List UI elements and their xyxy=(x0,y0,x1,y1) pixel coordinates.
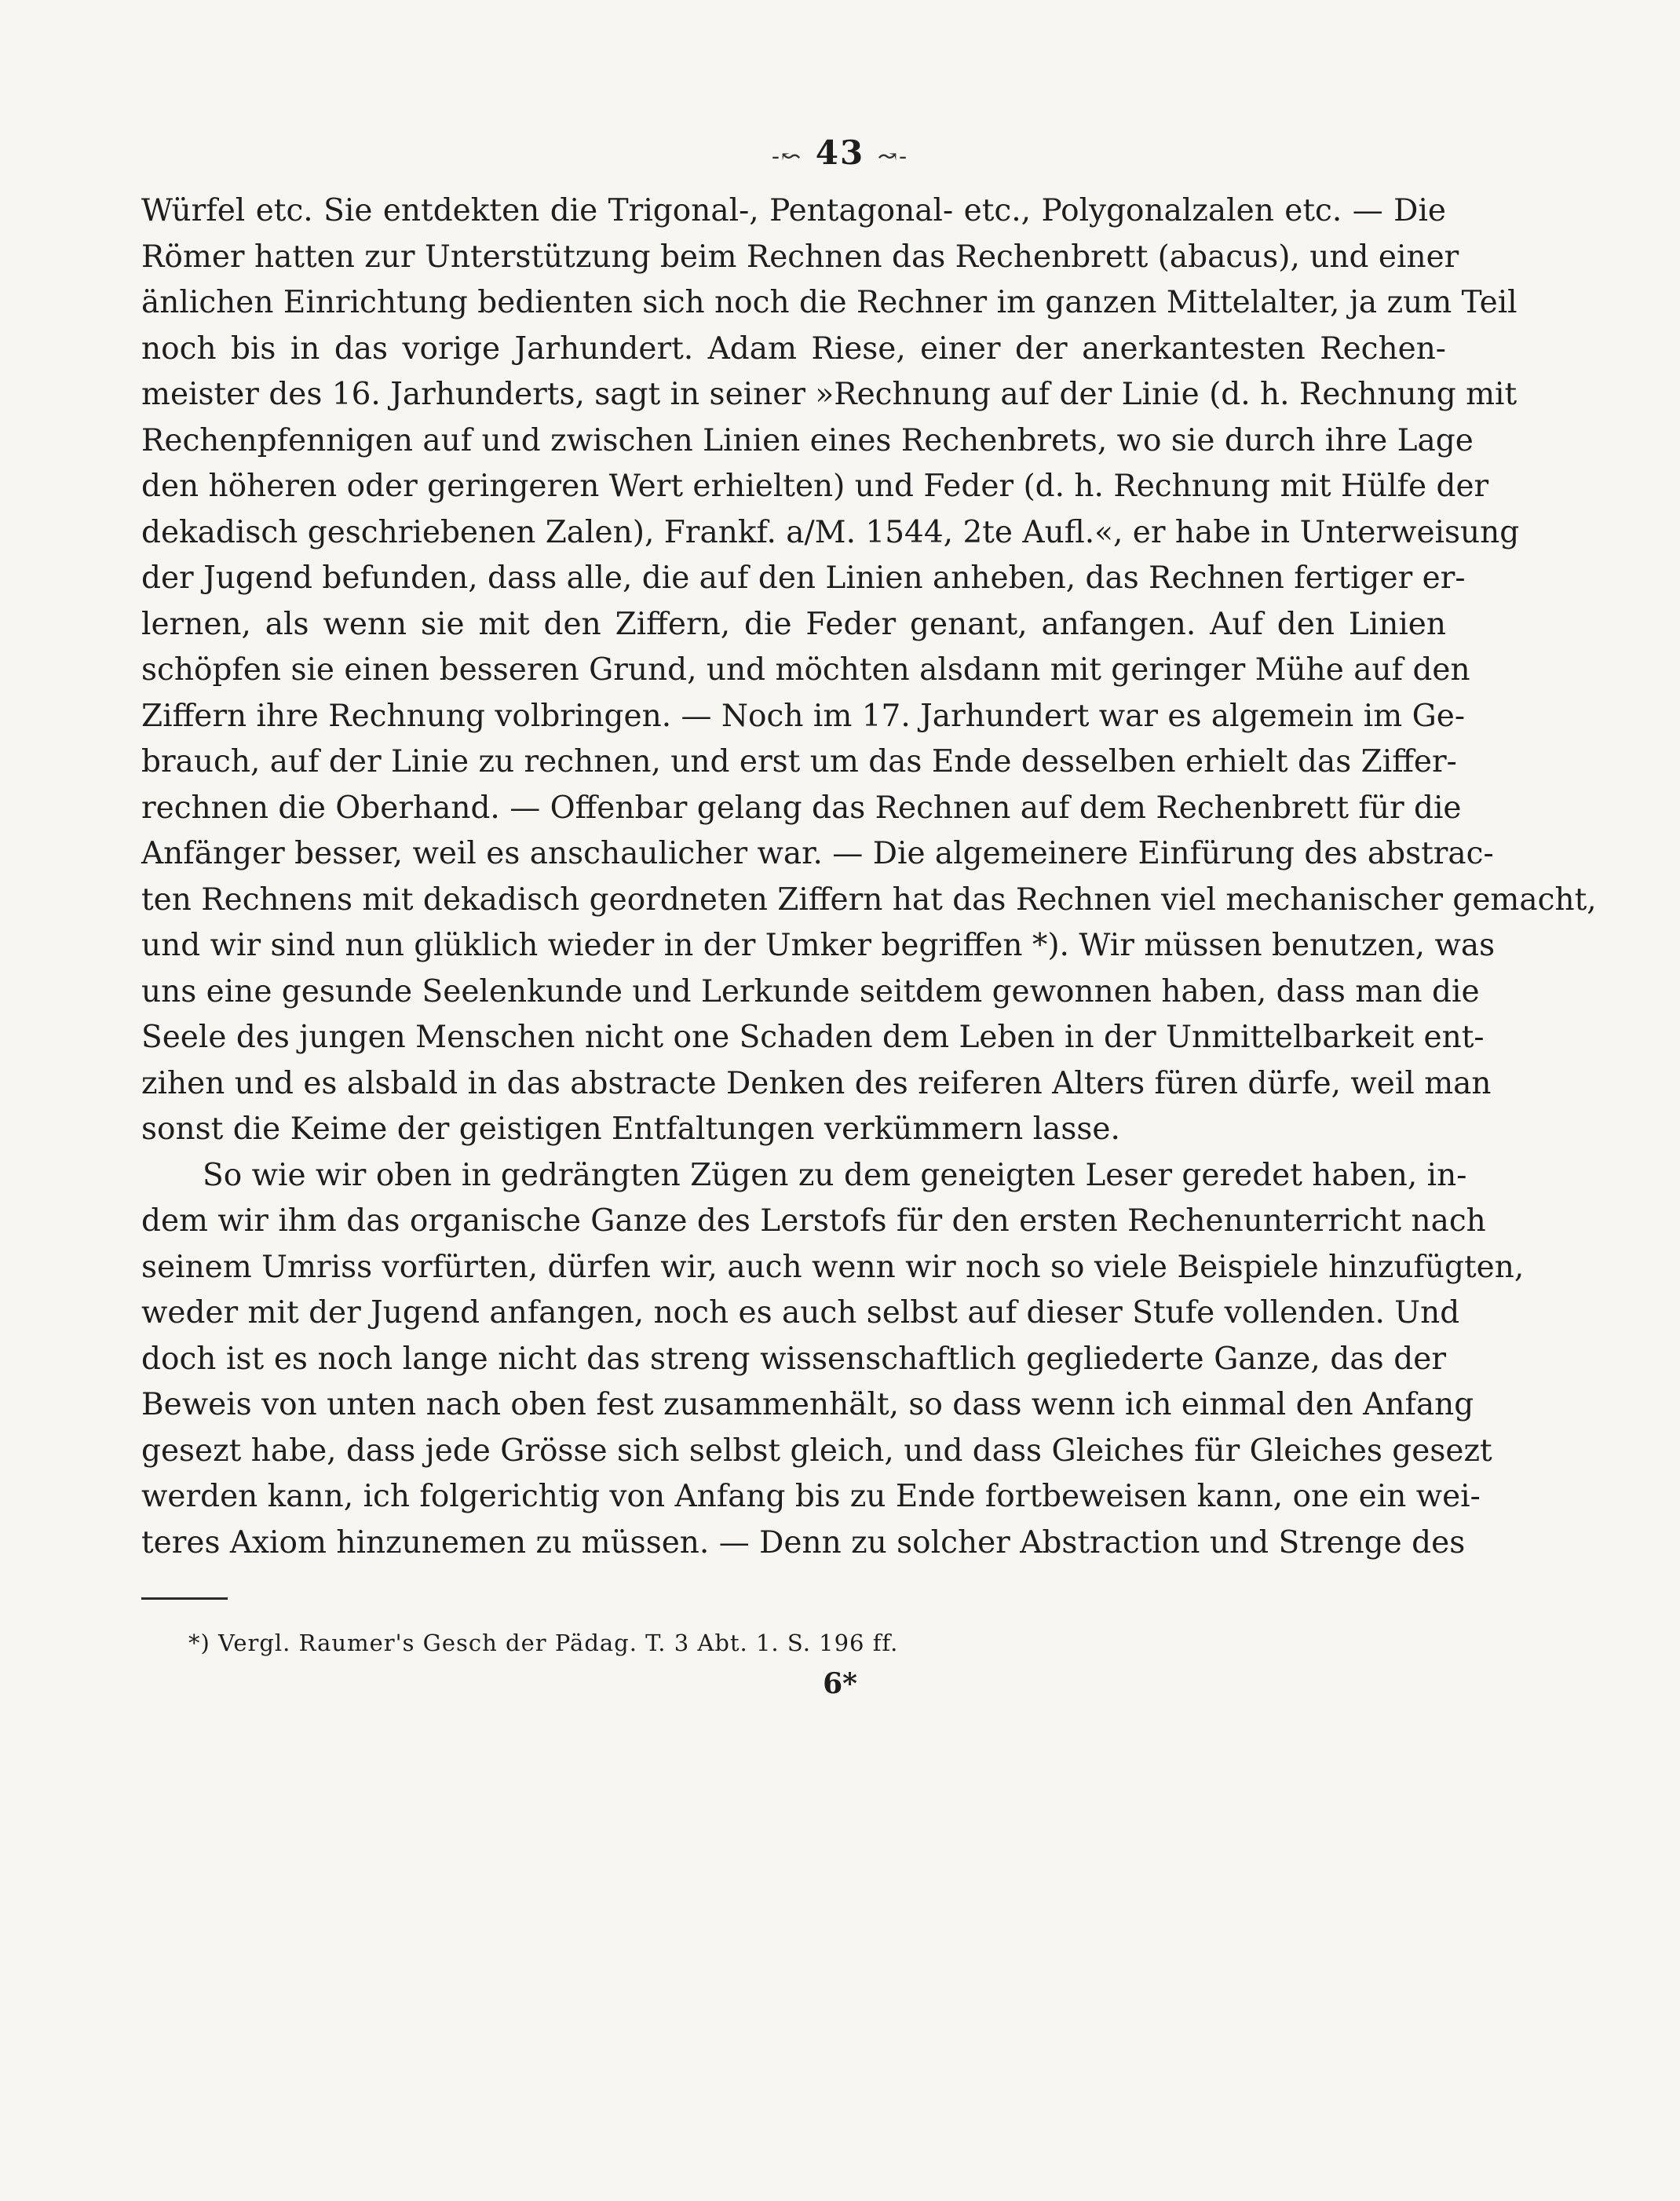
text-line: lernen, als wenn sie mit den Ziffern, die Feder genant, anfangen. Auf den Linien xyxy=(141,606,1446,642)
text-line: Würfel etc. Sie entdekten die Trigonal-, Pentagonal- etc., Polygonalzalen etc. — Die xyxy=(141,193,1446,228)
text-line: und wir sind nun glüklich wieder in der Umker begriffen *). Wir müssen benutzen, was xyxy=(141,928,1496,963)
text-line: ten Rechnens mit dekadisch geordneten Ziffern hat das Rechnen viel mechanischer gemacht, xyxy=(141,881,1597,918)
signature-mark: 6* xyxy=(823,1667,857,1700)
text-line: Rechenpfennigen auf und zwischen Linien eines Rechenbrets, wo sie durch ihre Lage xyxy=(141,422,1474,458)
text-line: der Jugend befunden, dass alle, die auf den Linien anheben, das Rechnen fertiger er- xyxy=(141,560,1466,596)
text-line: gesezt habe, dass jede Grösse sich selbst gleich, und dass Gleiches für Gleiches gesezt xyxy=(141,1433,1492,1469)
text-line: brauch, auf der Linie zu rechnen, und erst um das Ende desselben erhielt das Ziffer- xyxy=(141,744,1457,779)
text-line: den höheren oder geringeren Wert erhielten) und Feder (d. h. Rechnung mit Hülfe der xyxy=(141,469,1489,504)
page-number: 43 xyxy=(815,133,865,172)
text-line: schöpfen sie einen besseren Grund, und möchten alsdann mit geringer Mühe auf den xyxy=(141,652,1470,688)
text-line: dem wir ihm das organische Ganze des Lerstofs für den ersten Rechenunterricht nach xyxy=(141,1203,1486,1239)
footnote: *) Vergl. Raumer's Gesch der Pädag. T. 3 Abt. 1. S. 196 ff. xyxy=(188,1630,899,1656)
text-line: Anfänger besser, weil es anschaulicher war. — Die algemeinere Einfürung des abstrac- xyxy=(141,836,1494,871)
page-header xyxy=(0,133,1680,172)
footnote-divider xyxy=(141,1597,228,1600)
text-line-paragraph-end: sonst die Keime der geistigen Entfaltungen verkümmern lasse. xyxy=(141,1111,1120,1147)
text-line: zihen und es alsbald in das abstracte Denken des reiferen Alters füren dürfe, weil man xyxy=(141,1065,1492,1101)
text-line: änlichen Einrichtung bedienten sich noch die Rechner im ganzen Mittelalter, ja zum Teil xyxy=(141,285,1517,320)
text-line: teres Axiom hinzunemen zu müssen. — Denn zu solcher Abstraction und Strenge des xyxy=(141,1524,1466,1560)
body-text xyxy=(141,188,1597,1566)
text-line-paragraph-start: So wie wir oben in gedrängten Zügen zu dem geneigten Leser geredet haben, in- xyxy=(203,1157,1467,1193)
text-line: uns eine gesunde Seelenkunde und Lerkunde seitdem gewonnen haben, dass man die xyxy=(141,973,1480,1009)
text-line: meister des 16. Jarhunderts, sagt in seiner »Rechnung auf der Linie (d. h. Rechnung mit xyxy=(141,377,1517,412)
text-line: Ziffern ihre Rechnung volbringen. — Noch im 17. Jarhundert war es algemein im Ge- xyxy=(141,698,1466,734)
text-line: werden kann, ich folgerichtig von Anfang bis zu Ende fortbeweisen kann, one ein wei- xyxy=(141,1479,1481,1514)
text-line: rechnen die Oberhand. — Offenbar gelang das Rechnen auf dem Rechenbrett für die xyxy=(141,790,1462,826)
ornament-right-icon: ↝- xyxy=(877,143,909,170)
text-line: seinem Umriss vorfürten, dürfen wir, auch wenn wir noch so viele Beispiele hinzufügten, xyxy=(141,1249,1525,1285)
text-line: doch ist es noch lange nicht das streng wissenschaftlich gegliederte Ganze, das der xyxy=(141,1341,1446,1377)
text-line: noch bis in das vorige Jarhundert. Adam Riese, einer der anerkantesten Rechen- xyxy=(141,330,1446,367)
text-line: Seele des jungen Menschen nicht one Schaden dem Leben in der Unmittelbarkeit ent- xyxy=(141,1020,1485,1055)
text-line: Beweis von unten nach oben fest zusammenhält, so dass wenn ich einmal den Anfang xyxy=(141,1387,1474,1422)
text-line: weder mit der Jugend anfangen, noch es auch selbst auf dieser Stufe vollenden. Und xyxy=(141,1295,1460,1330)
text-line: dekadisch geschriebenen Zalen), Frankf. a/M. 1544, 2te Aufl.«, er habe in Unterweisung xyxy=(141,514,1520,550)
ornament-left-icon: -↜ xyxy=(771,143,803,170)
text-line: Römer hatten zur Unterstützung beim Rechnen das Rechenbrett (abacus), und einer xyxy=(141,239,1459,275)
